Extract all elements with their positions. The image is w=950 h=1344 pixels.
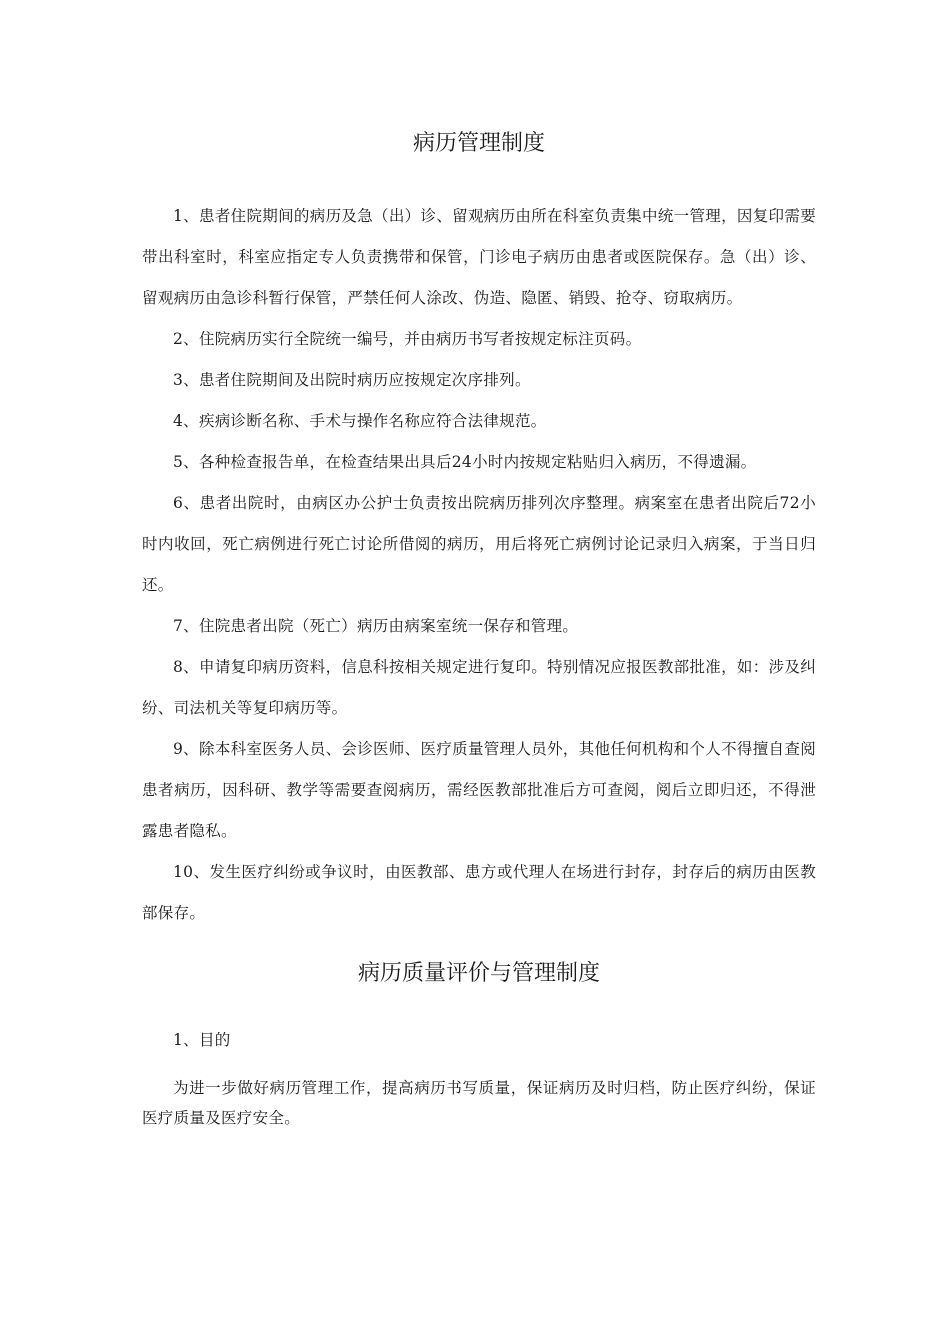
section1-item-7: 7、住院患者出院（死亡）病历由病案室统一保存和管理。 (173, 617, 579, 635)
section1-item-8: 8、申请复印病历资料，信息科按相关规定进行复印。特别情况应报医教部批准，如：涉及纠纷、司法机关等复印病历等。 (142, 658, 816, 717)
section1-title: 病历管理制度 (412, 131, 545, 156)
section2-subheading: 1、目的 (173, 1031, 231, 1049)
section1-item-5: 5、各种检查报告单，在检查结果出具后24小时内按规定粘贴归入病历，不得遗漏。 (173, 453, 757, 471)
section1-item-2: 2、住院病历实行全院统一编号，并由病历书写者按规定标注页码。 (173, 330, 642, 348)
section1-item-10: 10、发生医疗纠纷或争议时，由医教部、患方或代理人在场进行封存，封存后的病历由医教部保存。 (142, 863, 816, 922)
section1-item-6: 6、患者出院时，由病区办公护士负责按出院病历排列次序整理。病案室在患者出院后72小时内收回，死亡病例进行死亡讨论所借阅的病历，用后将死亡病例讨论记录归入病案，于当日归还。 (142, 494, 816, 594)
section1-item-1: 1、患者住院期间的病历及急（出）诊、留观病历由所在科室负责集中统一管理，因复印需要带出科室时，科室应指定专人负责携带和保管，门诊电子病历由患者或医院保存。急（出）诊、留观病历由急诊科暂行保管，严禁任何人涂改、伪造、隐匿、销毁、抢夺、窃取病历。 (142, 207, 816, 307)
section1-item-4: 4、疾病诊断名称、手术与操作名称应符合法律规范。 (173, 412, 547, 430)
section2-purpose: 为进一步做好病历管理工作，提高病历书写质量，保证病历及时归档，防止医疗纠纷，保证医疗质量及医疗安全。 (142, 1079, 816, 1127)
section1-item-3: 3、患者住院期间及出院时病历应按规定次序排列。 (173, 371, 531, 389)
section1-item-9: 9、除本科室医务人员、会诊医师、医疗质量管理人员外，其他任何机构和个人不得擅自查阅患者病历，因科研、教学等需要查阅病历，需经医教部批准后方可查阅，阅后立即归还，不得泄露患者隐私。 (142, 740, 816, 840)
section2-title: 病历质量评价与管理制度 (357, 961, 600, 986)
document-content (142, 128, 816, 1133)
